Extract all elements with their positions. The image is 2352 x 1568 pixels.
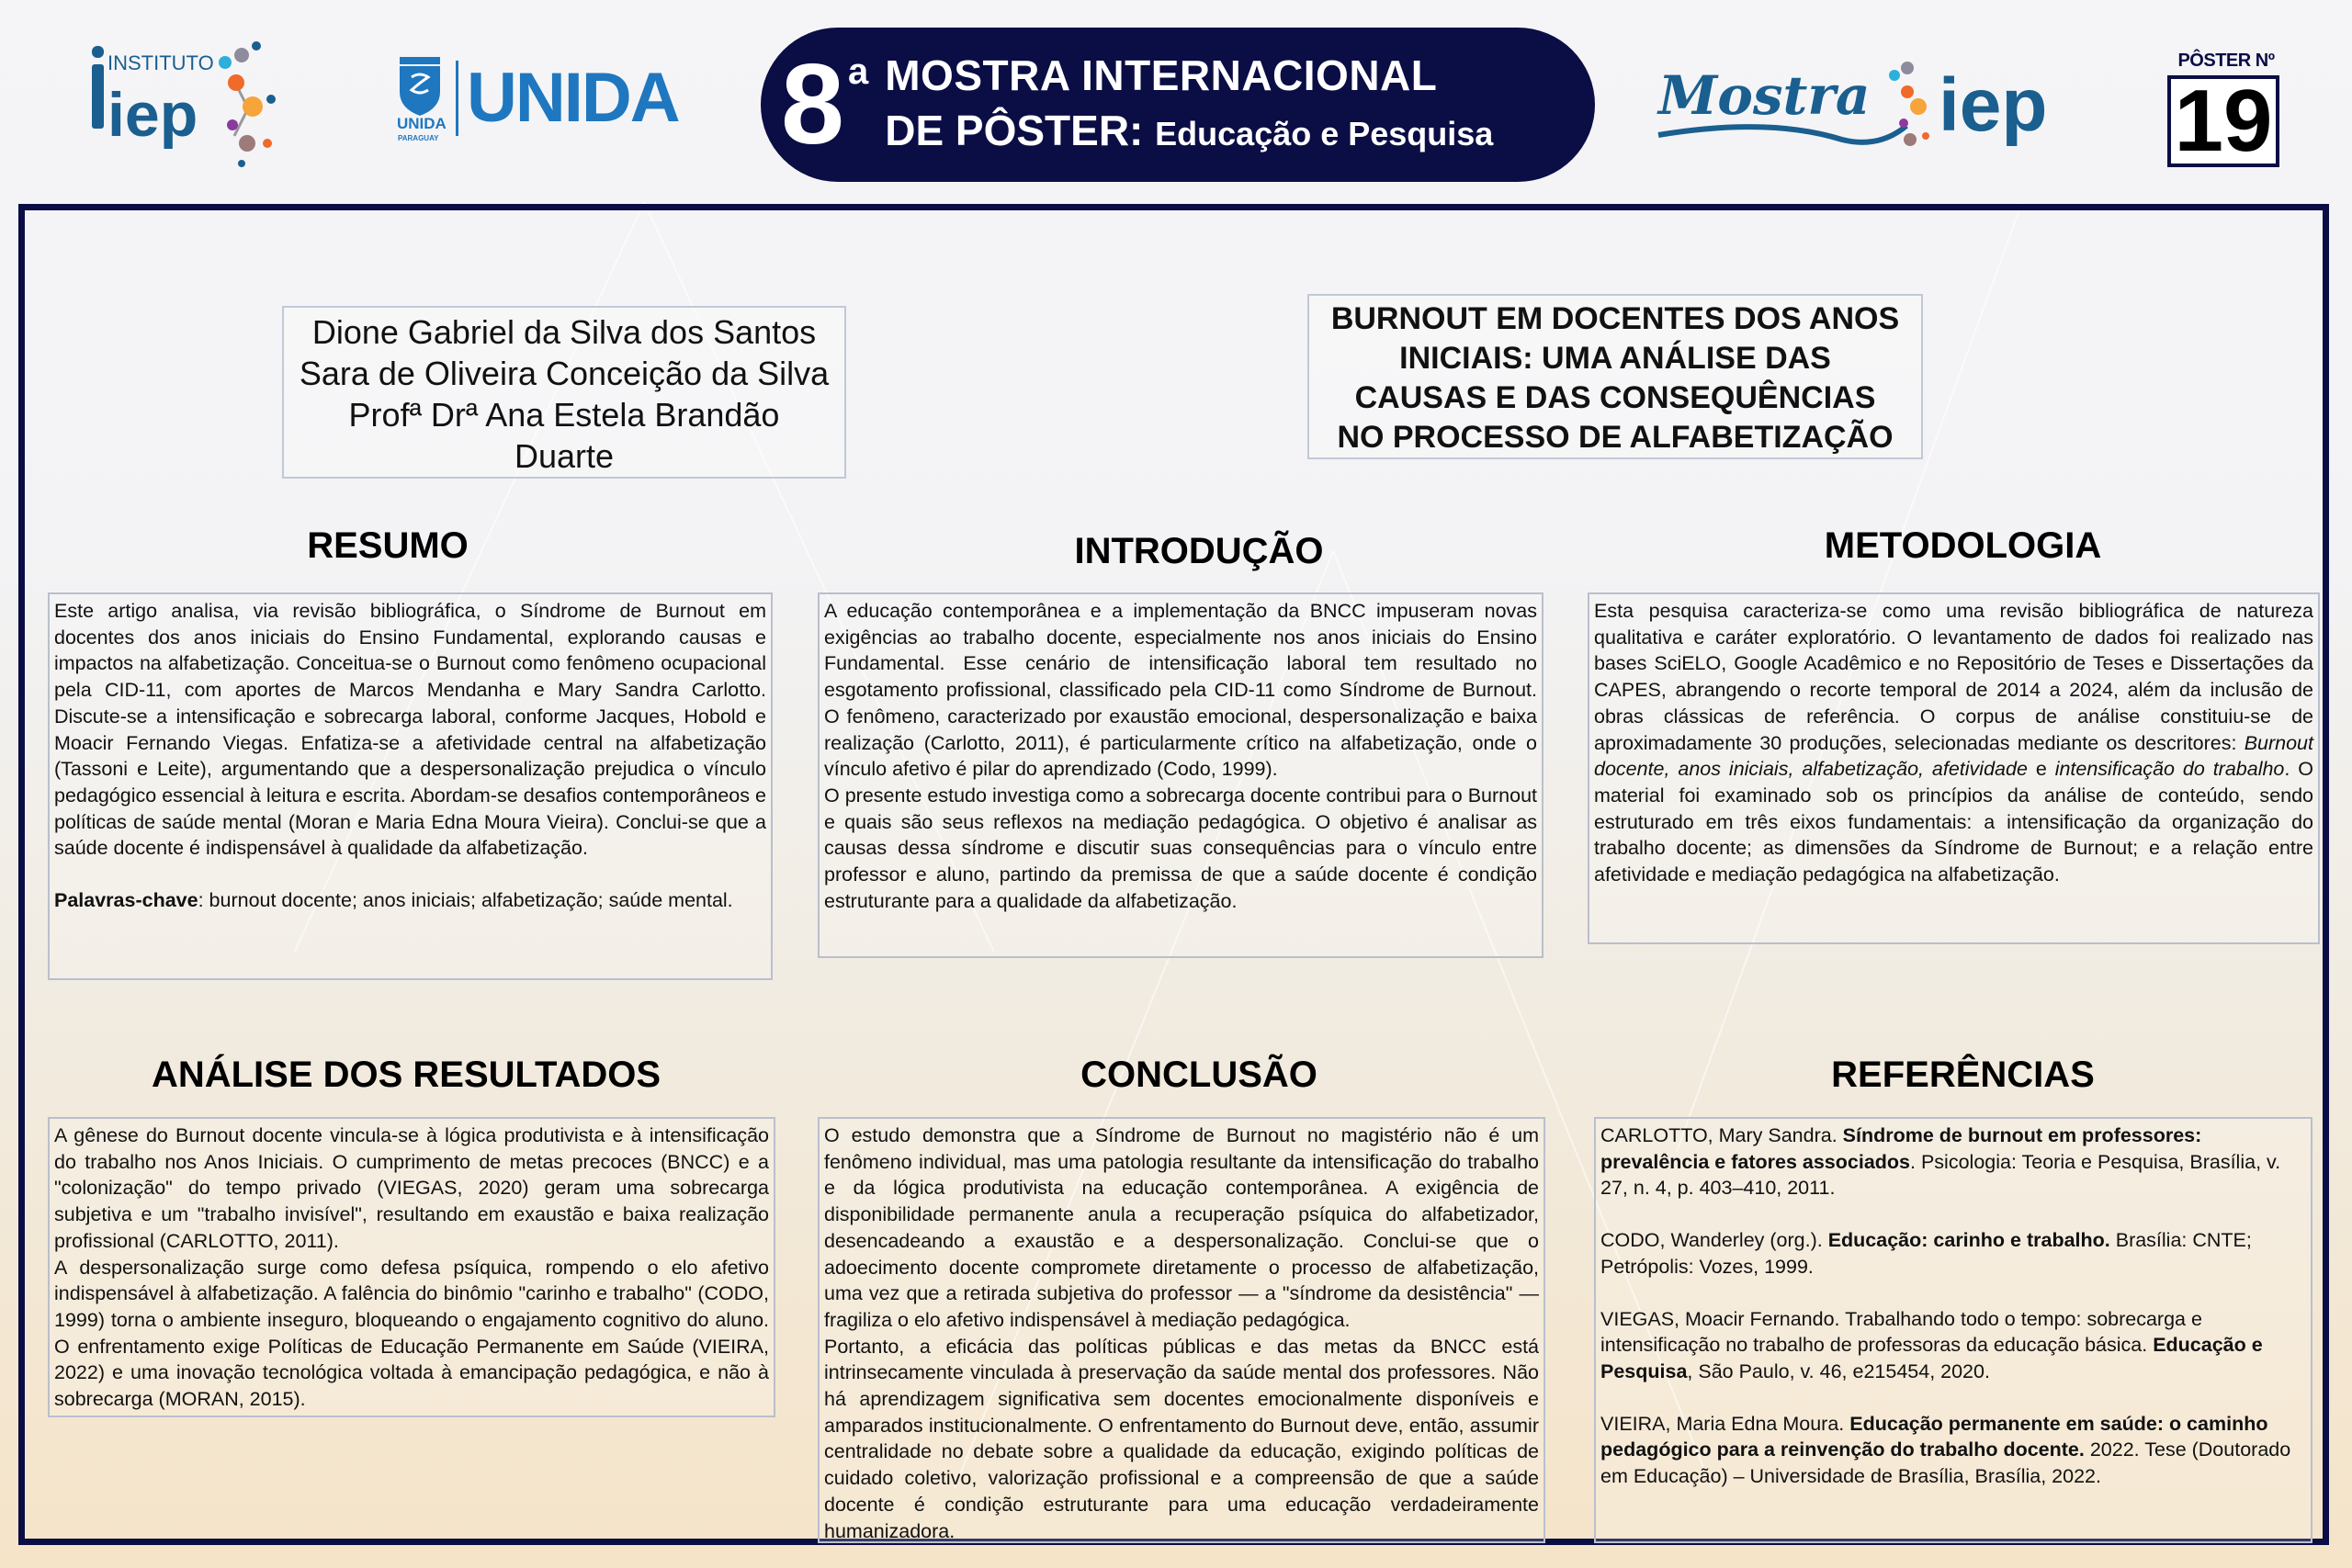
introducao-paragraph: O presente estudo investiga como a sobrecarga docente contribui para o Burnout e quais são seus reflexos na mediação pedagógica. O objetivo é analisar as causas dessa síndrome e discutir suas consequências para o vínculo entre professor e aluno, partindo da premissa de que a saúde docente é condição estruturante para a qualidade da alfabetização. (824, 784, 1537, 912)
metodologia-heading: METODOLOGIA (1824, 525, 2102, 566)
banner-lines (885, 48, 1493, 162)
title-line: NO PROCESSO DE ALFABETIZAÇÃO (1337, 420, 1894, 455)
metodologia-descriptor-last: intensificação do trabalho (2054, 758, 2285, 781)
reference-author: VIEIRA, Maria Edna Moura. (1600, 1412, 1850, 1435)
title-line: INICIAIS: UMA ANÁLISE DAS (1399, 341, 1831, 376)
introducao-heading: INTRODUÇÃO (1074, 531, 1324, 571)
reference-item (1600, 1306, 2306, 1385)
reference-details: . Psicologia: Teoria e Pesquisa, Brasília, v. 27, n. 4, p. 403–410, 2011. (1600, 1150, 2281, 1200)
instituto-iep-logo (87, 35, 308, 173)
keywords-label: Palavras-chave (54, 889, 198, 912)
resumo-heading: RESUMO (307, 525, 469, 566)
author-name: Dione Gabriel da Silva dos Santos (311, 313, 817, 351)
reference-details: 2022. Tese (Doutorado em Educação) – Universidade de Brasília, Brasília, 2022. (1600, 1438, 2291, 1488)
metodologia-text-part: . O material foi examinado sob os princípios da análise de conteúdo, sendo estruturado em três eixos fundamentais: a intensificação da organização do trabalho docente; as dimensões da Síndrome de Burnout; e a relação entre afetividade e mediação pedagógica na alfabetização. (1594, 758, 2313, 886)
reference-author: CODO, Wanderley (org.). (1600, 1229, 1828, 1252)
edition-group (781, 41, 869, 168)
referencias-heading: REFERÊNCIAS (1831, 1055, 2095, 1095)
reference-title: Educação e Pesquisa (1600, 1334, 2263, 1382)
metodologia-descriptors: Burnout docente, anos iniciais, alfabetização, afetividade (1594, 731, 2313, 781)
molecule-icon (219, 41, 276, 167)
poster-number-box (2167, 72, 2279, 170)
conclusao-paragraph: Portanto, a eficácia das políticas públicas e das metas da BNCC está intrinsecamente vinculada à preservação da saúde mental dos professores. Não há aprendizagem significativa sem docentes emocionalmente disponíveis e amparados institucionalmente. O enfrentamento do Burnout deve, então, assumir centralidade no debate sobre a qualidade da educação, exigindo políticas de cuidado coletivo, valorização profissional e a compreensão de que a saúde docente é condição estruturante para uma educação verdadeiramente humanizadora. (824, 1335, 1539, 1542)
reference-author: VIEGAS, Moacir Fernando. Trabalhando todo o tempo: sobrecarga e intensificação no trabalho de professoras da educação básica. (1600, 1307, 2202, 1357)
banner-line-2-main: DE PÔSTER: (885, 107, 1144, 154)
analise-box (48, 1117, 775, 1417)
unida-emblem-text: UNIDA (397, 115, 447, 132)
reference-title: Síndrome de burnout em professores: prevalência e fatores associados (1600, 1124, 2202, 1173)
edition-ordinal: a (847, 51, 869, 92)
analise-heading: ANÁLISE DOS RESULTADOS (151, 1055, 662, 1095)
logo-i-stem (92, 64, 104, 129)
logo-small-text: INSTITUTO (107, 51, 214, 74)
title-line: CAUSAS E DAS CONSEQUÊNCIAS (1354, 380, 1876, 415)
metodologia-box (1588, 592, 2320, 944)
event-banner (761, 28, 1595, 182)
introducao-paragraph: A educação contemporânea e a implementação da BNCC impuseram novas exigências ao trabalho docente, especialmente nos anos iniciais do Ensino Fundamental. Esse cenário de intensificação laboral tem resultado no esgotamento profissional, classificado pela CID-11 como Síndrome de Burnout. O fenômeno, caracterizado por exaustão emocional, despersonalização e baixa realização (Carlotto, 2011), é particularmente crítico na alfabetização, onde o vínculo afetivo é pilar do aprendizado (Codo, 1999). (824, 600, 1537, 781)
poster-number-value: 19 (2174, 72, 2273, 170)
reference-item (1600, 1411, 2306, 1490)
author-name: Profª Drª Ana Estela Brandão (348, 396, 780, 434)
conclusao-box (818, 1117, 1545, 1543)
logo-big-text: iep (107, 80, 198, 150)
analise-paragraph: A despersonalização surge como defesa psíquica, rompendo o elo afetivo indispensável à alfabetização. A falência do binômio "carinho e trabalho" (CODO, 1999) torna o ambiente inseguro, bloqueando o engajamento cognitivo do aluno. O enfrentamento exige Políticas de Educação Permanente em Saúde (VIEIRA, 2022) e uma inovação tecnológica voltada à emancipação pedagógica, e não à sobrecarga (MORAN, 2015). (54, 1256, 769, 1411)
metodologia-connector: e (2027, 758, 2055, 781)
unida-shield-icon (400, 57, 440, 116)
authors-box (282, 306, 846, 479)
metodologia-text-part: Esta pesquisa caracteriza-se como uma revisão bibliográfica de natureza qualitativa e caráter exploratório. O levantamento de dados foi realizado nas bases SciELO, Google Acadêmico e no Repositório de Teses e Dissertações da CAPES, abrangendo o recorte temporal de 2014 a 2024, além da inclusão de obras clássicas de referência. O corpus de análise constituiu-se de aproximadamente 30 produções, selecionadas mediante os descritores: (1594, 600, 2313, 754)
conclusao-paragraph: O estudo demonstra que a Síndrome de Burnout no magistério não é um fenômeno individual, mas uma patologia resultante da intensificação do trabalho e da lógica produtivista na educação contemporânea. A exigência de disponibilidade permanente anula a recuperação psíquica do alfabetizador, desencadeando a exaustão e a despersonalização. Conclui-se que o adoecimento docente compromete diretamente o processo de alfabetização, uma vez que a retirada subjetiva do professor — a "síndrome da desistência" — fragiliza o elo afetivo indispensável à mediação pedagógica. (824, 1124, 1539, 1331)
unida-wordmark: UNIDA (467, 59, 679, 137)
banner-line-1: MOSTRA INTERNACIONAL (885, 51, 1438, 99)
logo-divider (456, 61, 458, 136)
mostra-wordmark: iep (1939, 63, 2048, 147)
mostra-iep-logo (1654, 48, 2076, 158)
poster-title (1307, 294, 1923, 459)
metodologia-text (1594, 598, 2313, 888)
poster-number (2164, 51, 2289, 170)
reference-item (1600, 1122, 2306, 1201)
introducao-box (818, 592, 1544, 958)
mostra-script-text: Mostra (1658, 64, 1871, 127)
keywords (54, 887, 766, 914)
analise-paragraph: A gênese do Burnout docente vincula-se à lógica produtivista e à intensificação do trabalho nos Anos Iniciais. O cumprimento de metas precoces (BNCC) e a "colonização" do tempo privado (VIEGAS, 2020) geram uma sobrecarga subjetiva e um "trabalho invisível", resultando em exaustão e baixa realização profissional (CARLOTTO, 2011). (54, 1124, 769, 1252)
resumo-box (48, 592, 773, 980)
reference-title: Educação permanente em saúde: o caminho pedagógico para a reinvenção do trabalho docente. (1600, 1412, 2268, 1461)
edition-number: 8 (781, 41, 844, 168)
reference-author: CARLOTTO, Mary Sandra. (1600, 1124, 1843, 1146)
title-line: BURNOUT EM DOCENTES DOS ANOS (1330, 301, 1900, 336)
logo-dot (92, 46, 104, 58)
reference-details: , São Paulo, v. 46, e215454, 2020. (1687, 1359, 1990, 1382)
unida-emblem-sub: PARAGUAY (398, 134, 439, 142)
banner-line-2-sub: Educação e Pesquisa (1155, 115, 1494, 152)
keywords-list: : burnout docente; anos iniciais; alfabetização; saúde mental. (198, 889, 733, 912)
unida-logo (395, 55, 698, 142)
poster-header (0, 0, 2352, 197)
resumo-text: Este artigo analisa, via revisão bibliográfica, o Síndrome de Burnout em docentes dos anos iniciais do Ensino Fundamental, explorando causas e impactos na alfabetização. Conceitua-se o Burnout como fenômeno ocupacional pela CID-11, com aportes de Marcos Mendanha e Mary Sandra Carlotto. Discute-se a intensificação e sobrecarga laboral, conforme Jacques, Hobold e Moacir Fernando Viegas. Enfatiza-se a afetividade central na alfabetização (Tassoni e Leite), argumentando que a despersonalização prejudica o vínculo pedagógico essencial à leitura e escrita. Abordam-se desafios contemporâneos e políticas de saúde mental (Moran e Maria Edna Moura Vieira). Conclui-se que a saúde docente é indispensável à qualidade da alfabetização. (54, 600, 766, 860)
conclusao-heading: CONCLUSÃO (1080, 1055, 1317, 1095)
author-name: Duarte (514, 437, 615, 475)
reference-title: Educação: carinho e trabalho. (1827, 1229, 2110, 1252)
reference-details: Brasília: CNTE; Petrópolis: Vozes, 1999. (1600, 1229, 2252, 1278)
referencias-box (1594, 1117, 2312, 1543)
banner-line-2 (885, 103, 1493, 162)
mostra-swoosh (1658, 126, 1906, 142)
poster-number-label: PÔSTER Nº (2177, 51, 2275, 71)
author-name: Sara de Oliveira Conceição da Silva (299, 355, 830, 392)
reference-item (1600, 1227, 2306, 1280)
